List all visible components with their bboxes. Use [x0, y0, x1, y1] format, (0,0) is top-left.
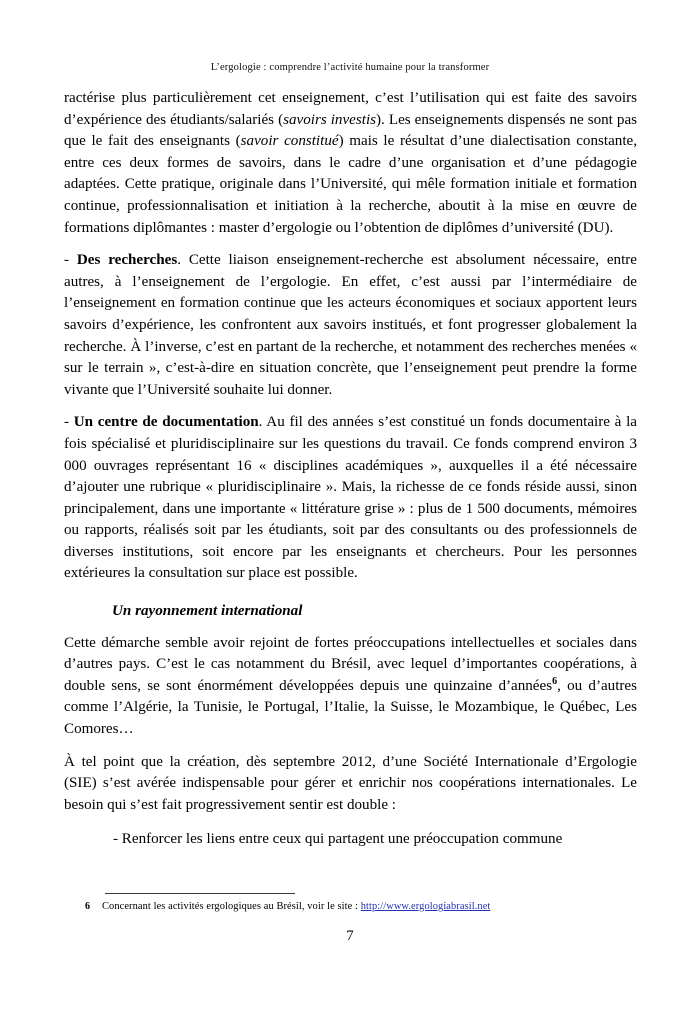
- lead-in-label-centre-de-documentation: Un centre de documentation: [73, 414, 259, 431]
- footnote-reference-marker[interactable]: 6: [552, 675, 558, 687]
- paragraph-continuation: [64, 88, 637, 239]
- paragraph-cooperations-internationales: [64, 633, 637, 741]
- paragraph-text-segment: . Au fil des années s’est constitué un fonds documentaire à la fois spécialisé et pluridisciplinaire sur les questions du travail. Ce fonds comprend environ 3 000 ouvrages représentant 16 « disciplines académiques », auxquelles il a été nécessaire d’ajouter une rubrique « pluridisciplinaire ». Mais, la richesse de ce fonds réside aussi, sinon principalement, dans une importante « littérature grise » : plus de 1 500 documents, mémoires ou rapports, réalisés soit par les étudiants, soit par des consultants ou des professionnels de diverses institutions, soit encore par les enseignants et chercheurs. Pour les personnes extérieures la consultation sur place est possible.: [64, 414, 637, 582]
- paragraph-centre-de-documentation: [64, 412, 637, 585]
- list-dash: -: [64, 414, 74, 431]
- list-dash: -: [64, 252, 77, 269]
- section-heading-rayonnement-international: Un rayonnement international: [112, 603, 303, 620]
- paragraph-des-recherches: [64, 250, 637, 401]
- paragraph-text-segment: . Cette liaison enseignement-recherche est absolument nécessaire, entre autres, à l’enseignement de l’ergologie. En effet, c’est aussi par l’intermédiaire de l’enseignement en formation continue que les acteurs économiques et sociaux apportent leurs savoirs d’expérience, les confrontent aux savoirs institués, et font progresser globalement la recherche. À l’inverse, c’est en partant de la recherche, et notamment des recherches menées « sur le terrain », c’est-à-dire en situation concrète, que l’enseignement peut prendre la forme vivante que l’Université souhaite lui donner.: [64, 252, 637, 398]
- body-text-column: [64, 88, 637, 851]
- bullet-item-renforcer-les-liens: - Renforcer les liens entre ceux qui partagent une préoccupation commune: [113, 831, 563, 848]
- italic-term-savoirs-investis: savoirs investis: [283, 111, 377, 128]
- footnote-number: 6: [85, 901, 91, 912]
- running-head: L’ergologie : comprendre l’activité humaine pour la transformer: [210, 62, 490, 73]
- paragraph-text-segment: ). Les enseignements dispensés ne sont pas que le fait des enseignants (: [64, 111, 638, 150]
- footnote-separator-rule: [105, 893, 295, 894]
- paragraph-text-segment: ) mais le résultat d’une dialectisation constante, entre ces deux formes de savoirs, dans le cadre d’une organisation et d’une pédagogie adaptées. Cette pratique, originale dans l’Université, qui mêle formation initiale et formation continue, professionnalisation et initiation à la recherche, aboutit à la mise en œuvre de formations diplômantes : master d’ergologie ou l’obtention de diplômes d’université (DU).: [64, 133, 637, 236]
- paragraph-text-segment: ractérise plus particulièrement cet enseignement, c’est l’utilisation qui est faite des savoirs d’expérience des étudiants/salariés (: [64, 90, 637, 128]
- paragraph-societe-internationale-ergologie: À tel point que la création, dès septembre 2012, d’une Société Internationale d’Ergologie (SIE) s’est avérée indispensable pour gérer et enrichir nos coopérations internationales. Le besoin qui s’est fait progressivement sentir est double :: [64, 753, 637, 813]
- lead-in-label-des-recherches: Des recherches: [76, 252, 178, 269]
- paragraph-text-segment: , ou d’autres comme l’Algérie, la Tunisie, le Portugal, l’Italie, la Suisse, le Mozambique, le Québec, Les Comores…: [64, 677, 638, 738]
- footnote-area: [64, 893, 637, 914]
- footnote-text: Concernant les activités ergologiques au Brésil, voir le site :: [102, 901, 361, 912]
- footnote-entry: [64, 900, 637, 914]
- italic-term-savoir-constitue: savoir constitué: [240, 133, 339, 150]
- page-number: 7: [346, 928, 354, 944]
- footnote-external-link[interactable]: http://www.ergologiabrasil.net: [360, 901, 491, 912]
- paragraph-text-segment: Cette démarche semble avoir rejoint de fortes préoccupations intellectuelles et sociales dans d’autres pays. C’est le cas notamment du Brésil, avec lequel d’importantes coopérations, à double sens, se sont énormément développées depuis une quinzaine d’années: [64, 634, 637, 694]
